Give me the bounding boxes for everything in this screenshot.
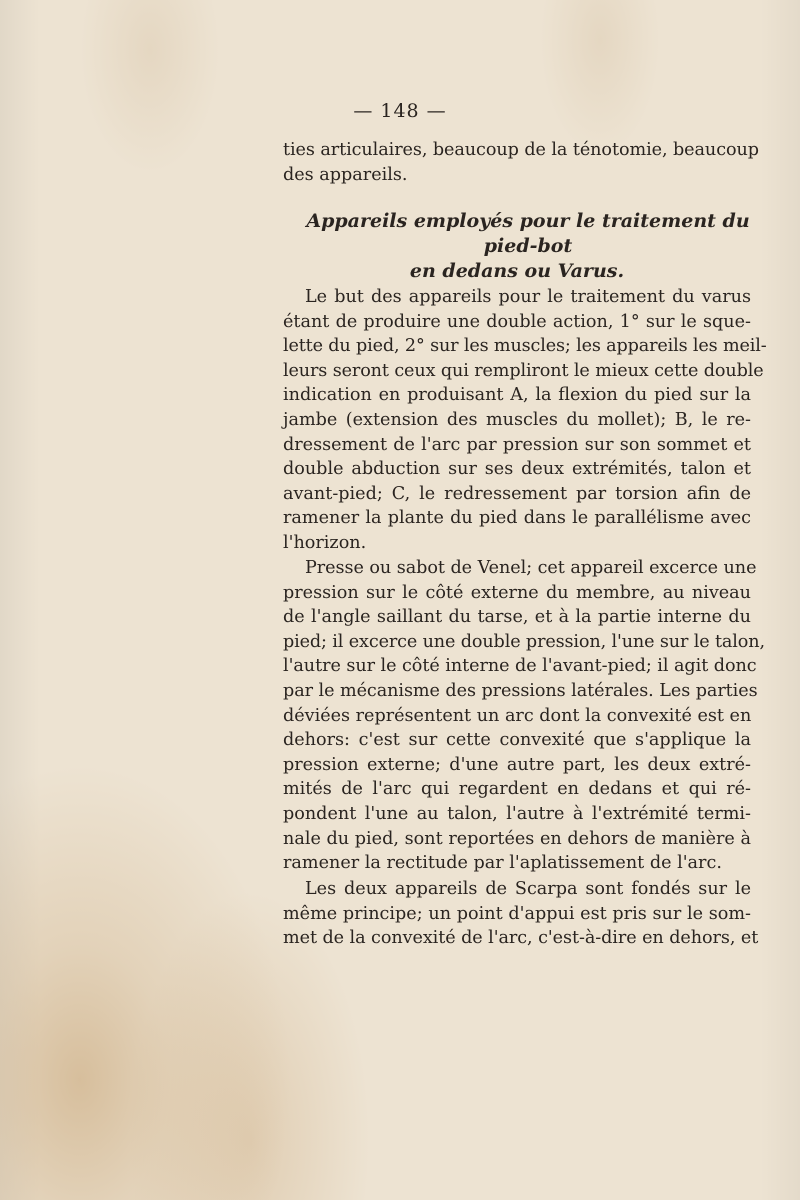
text-line: ramener la rectitude par l'aplatissement de l'arc. (283, 853, 722, 874)
text-line: pression externe; d'une autre part, les deux extré- (283, 754, 751, 775)
text-line: de l'angle saillant du tarse, et à la partie interne du (283, 607, 751, 628)
text-line: pied; il excerce une double pression, l'une sur le talon, (283, 631, 765, 652)
text-line: nale du pied, sont reportées en dehors de manière à (283, 828, 751, 849)
text-line: par le mécanisme des pressions latérales. Les parties (283, 680, 758, 701)
text-line: avant-pied; C, le redressement par torsion afin de (283, 483, 751, 504)
text-line: étant de produire une double action, 1° sur le sque- (283, 311, 751, 332)
text-line: des appareils. (283, 164, 408, 185)
text-line: met de la convexité de l'arc, c'est-à-dire en dehors, et (283, 928, 759, 949)
heading-line-1: Appareils employés pour le traitement du pied-bot (306, 210, 750, 257)
text-line: lette du pied, 2° sur les muscles; les appareils les meil- (283, 336, 767, 357)
text-line: leurs seront ceux qui rempliront le mieux cette double (283, 360, 764, 381)
text-line: pression sur le côté externe du membre, au niveau (283, 582, 751, 603)
text-line: double abduction sur ses deux extrémités, talon et (283, 459, 751, 480)
paragraph-1 (283, 138, 759, 187)
text-line: jambe (extension des muscles du mollet); B, le re- (283, 409, 751, 430)
text-line: Presse ou sabot de Venel; cet appareil excerce une (305, 558, 757, 578)
text-line: dehors: c'est sur cette convexité que s'applique la (283, 730, 751, 751)
text-line: indication en produisant A, la flexion du pied sur la (283, 385, 751, 406)
heading-line-2: en dedans ou Varus. (409, 260, 625, 282)
text-line: même principe; un point d'appui est pris sur le som- (283, 903, 751, 924)
text-line: l'horizon. (283, 532, 367, 553)
section-heading (283, 209, 751, 284)
text-line: dressement de l'arc par pression sur son sommet et (283, 434, 751, 455)
page-number: — 148 — (353, 100, 447, 122)
text-line: pondent l'une au talon, l'autre à l'extrémité termi- (283, 803, 751, 824)
paragraph-3 (283, 556, 765, 876)
paragraph-4 (283, 877, 759, 951)
text-line: l'autre sur le côté interne de l'avant-pied; il agit donc (283, 656, 757, 677)
text-line: ramener la plante du pied dans le parallélisme avec (283, 508, 751, 529)
text-line: Les deux appareils de Scarpa sont fondés sur le (305, 879, 751, 899)
text-line: déviées représentent un arc dont la convexité est en (283, 705, 752, 726)
text-line: ties articulaires, beaucoup de la ténotomie, beaucoup (283, 140, 759, 160)
paragraph-2 (283, 285, 767, 556)
text-line: Le but des appareils pour le traitement du varus (305, 287, 751, 307)
text-line: mités de l'arc qui regardent en dedans et qui ré- (283, 779, 751, 800)
